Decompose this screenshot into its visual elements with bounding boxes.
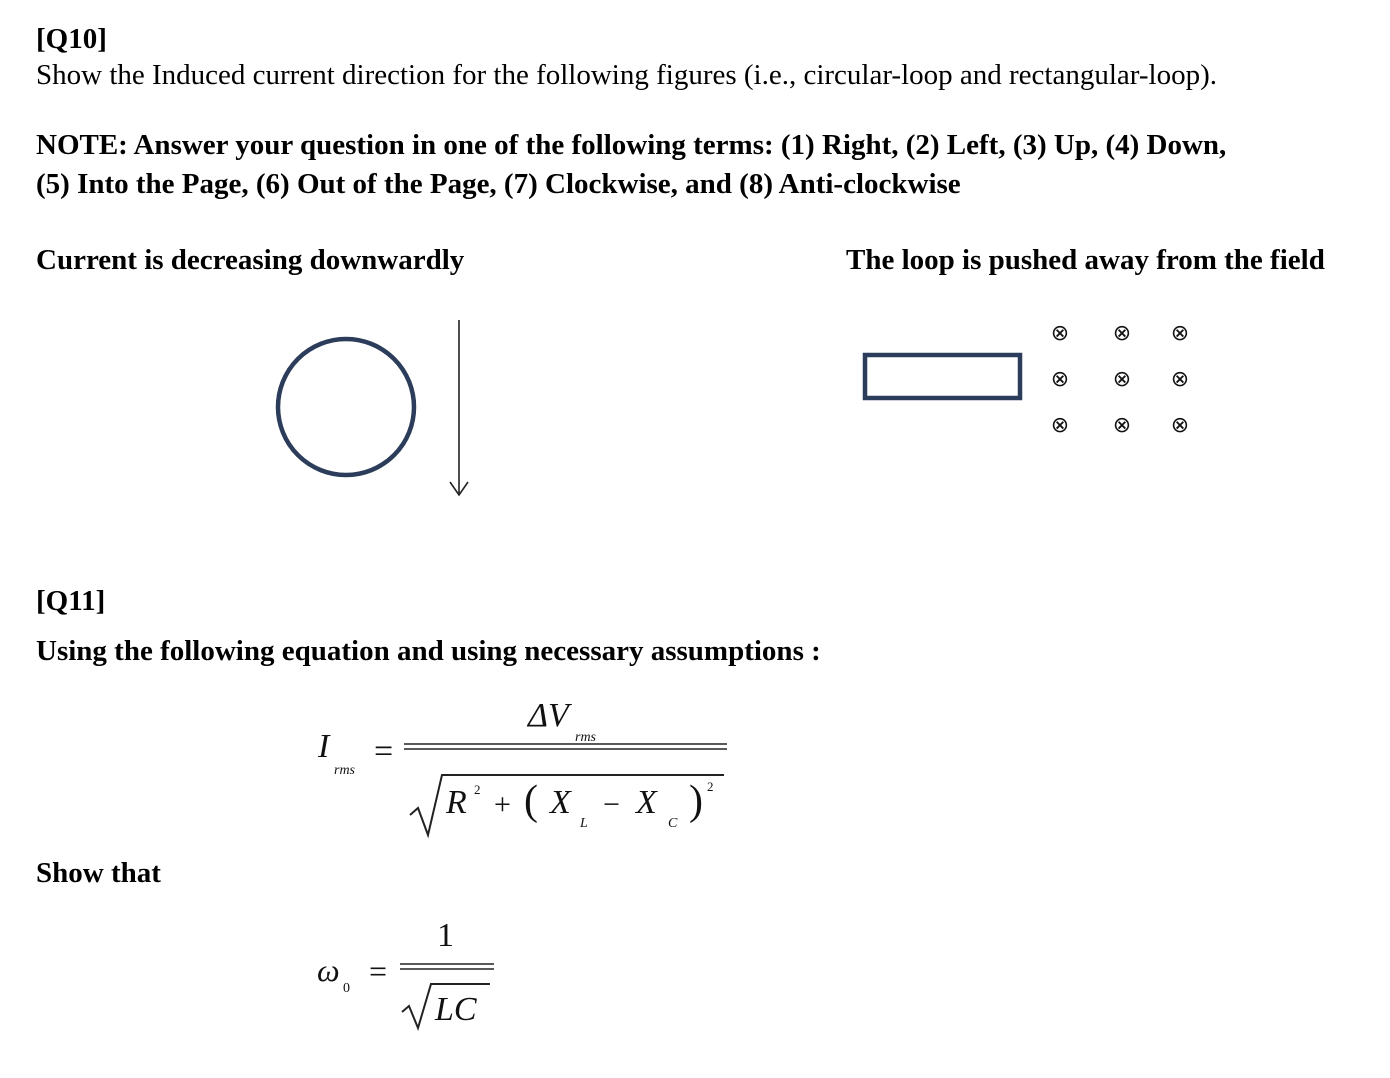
eq1-den-XL: X [550,784,571,821]
eq1-equals: = [374,733,394,770]
field-into-page-icon: ⊗ [1170,321,1190,346]
field-into-page-icon: ⊗ [1050,367,1070,392]
note-line-2: (5) Into the Page, (6) Out of the Page, (7) Clockwise, and (8) Anti-clockwise [36,168,961,200]
eq1-den-close-paren: ) [689,778,703,824]
field-into-page-icon: ⊗ [1112,367,1132,392]
eq1-den-R: R [446,784,467,821]
field-into-page-icon: ⊗ [1112,321,1132,346]
field-into-page-icon: ⊗ [1112,413,1132,438]
eq1-den-superscript: 2 [707,779,714,794]
q10-question-text: Show the Induced current direction for the following figures (i.e., circular-loop and rectangular-loop). [36,59,1217,91]
eq1-den-XC-subscript: C [668,816,678,831]
eq1-den-plus: + [494,788,511,821]
rectangular-loop [865,355,1020,398]
field-into-page-icon: ⊗ [1050,413,1070,438]
note-line-1: NOTE: Answer your question in one of the following terms: (1) Right, (2) Left, (3) Up, (4) Down, [36,129,1227,161]
field-into-page-icon: ⊗ [1170,413,1190,438]
eq2-denominator-LC: LC [435,991,477,1028]
rectangular-loop-caption: The loop is pushed away from the field [846,244,1325,276]
eq1-lhs-I: I [318,728,330,765]
eq1-den-XL-subscript: L [580,816,588,831]
show-that-label: Show that [36,857,161,889]
eq1-numerator-subscript: rms [575,730,597,745]
circular-loop-caption: Current is decreasing downwardly [36,244,465,276]
eq1-den-open-paren: ( [524,778,538,824]
field-into-page-icon: ⊗ [1050,321,1070,346]
eq1-lhs-subscript: rms [334,763,356,778]
eq2-lhs-subscript: 0 [343,981,350,996]
q10-heading: [Q10] [36,23,107,55]
eq2-lhs-omega: ω [317,952,340,988]
eq2-numerator: 1 [437,917,454,954]
circular-loop [278,339,414,475]
eq1-den-minus: − [603,788,620,821]
field-into-page-icon: ⊗ [1170,367,1190,392]
q11-heading: [Q11] [36,585,106,617]
eq1-den-XC: X [636,784,657,821]
eq1-den-R-superscript: 2 [474,782,481,797]
eq2-equals: = [369,953,388,989]
eq1-numerator-delta-v: ΔV [528,697,569,734]
q11-intro-text: Using the following equation and using necessary assumptions : [36,635,821,667]
